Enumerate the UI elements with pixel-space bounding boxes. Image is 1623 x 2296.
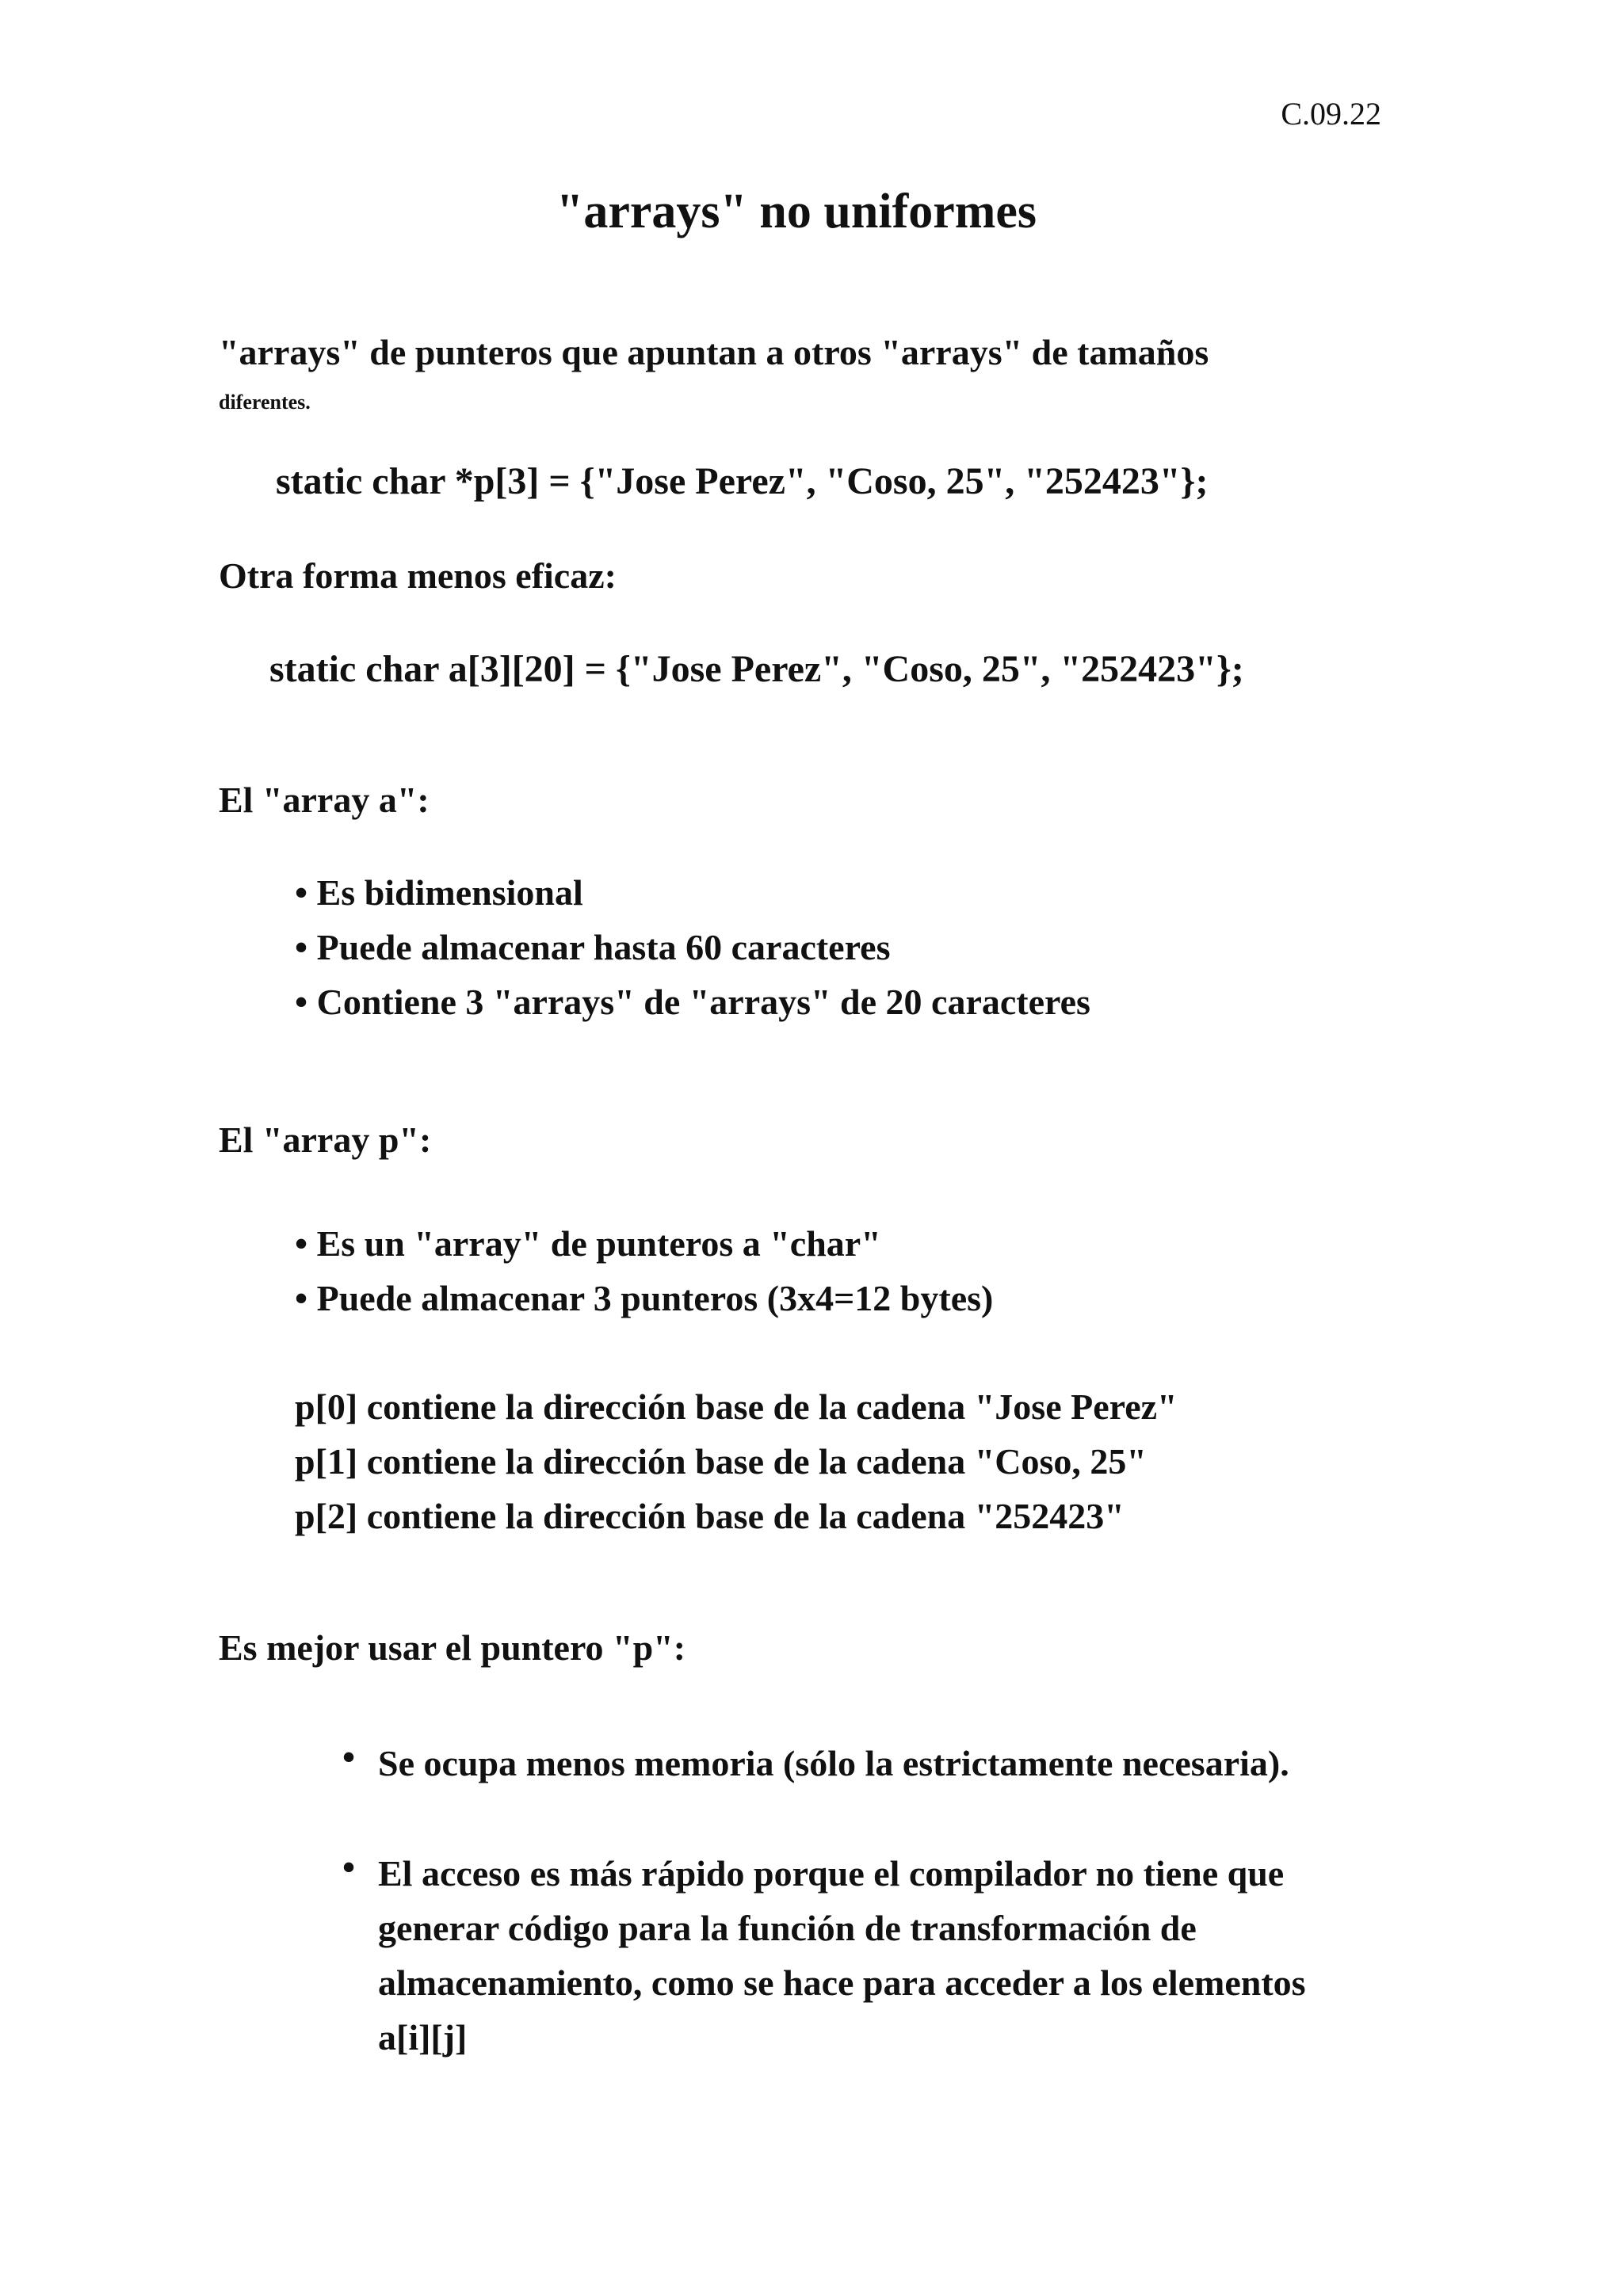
other-form-label: Otra forma menos eficaz: <box>219 555 617 596</box>
pointer-content-line: p[1] contiene la dirección base de la cadena "Coso, 25" <box>295 1441 1147 1482</box>
advantage-line: El acceso es más rápido porque el compilador no tiene que <box>378 1853 1285 1894</box>
array-p-heading: El "array p": <box>219 1119 432 1160</box>
page-code: C.09.22 <box>1281 96 1381 132</box>
pointer-content-line: p[2] contiene la dirección base de la cadena "252423" <box>295 1496 1125 1536</box>
intro-text-continuation: diferentes. <box>219 391 311 414</box>
best-option-heading: Es mejor usar el puntero "p": <box>219 1627 686 1668</box>
pointer-array-declaration: static char *p[3] = {"Jose Perez", "Coso, 25", "252423"}; <box>276 460 1209 502</box>
advantage-line: a[i][j] <box>378 2017 468 2058</box>
list-item: • Es un "array" de punteros a "char" <box>295 1223 881 1264</box>
list-item: • Puede almacenar 3 punteros (3x4=12 bytes) <box>295 1278 994 1318</box>
advantage-line: Se ocupa menos memoria (sólo la estrictamente necesaria). <box>378 1743 1289 1783</box>
page-title: "arrays" no uniformes <box>556 185 1037 238</box>
two-dim-array-declaration: static char a[3][20] = {"Jose Perez", "Coso, 25", "252423"}; <box>269 648 1244 690</box>
bullet-icon: • <box>342 1847 356 1887</box>
pointer-content-line: p[0] contiene la dirección base de la cadena "Jose Perez" <box>295 1386 1178 1427</box>
list-item: • Puede almacenar hasta 60 caracteres <box>295 927 891 967</box>
advantage-line: almacenamiento, como se hace para acceder a los elementos <box>378 1962 1306 2003</box>
array-a-heading: El "array a": <box>219 780 430 820</box>
list-item: • Es bidimensional <box>295 872 583 913</box>
advantage-text <box>378 1736 1289 1791</box>
advantage-text <box>378 1846 1306 2065</box>
advantage-line: generar código para la función de transformación de <box>378 1908 1197 1948</box>
bullet-icon: • <box>342 1737 356 1777</box>
list-item: • Contiene 3 "arrays" de "arrays" de 20 caracteres <box>295 982 1090 1022</box>
intro-text: "arrays" de punteros que apuntan a otros "arrays" de tamaños <box>219 332 1209 372</box>
